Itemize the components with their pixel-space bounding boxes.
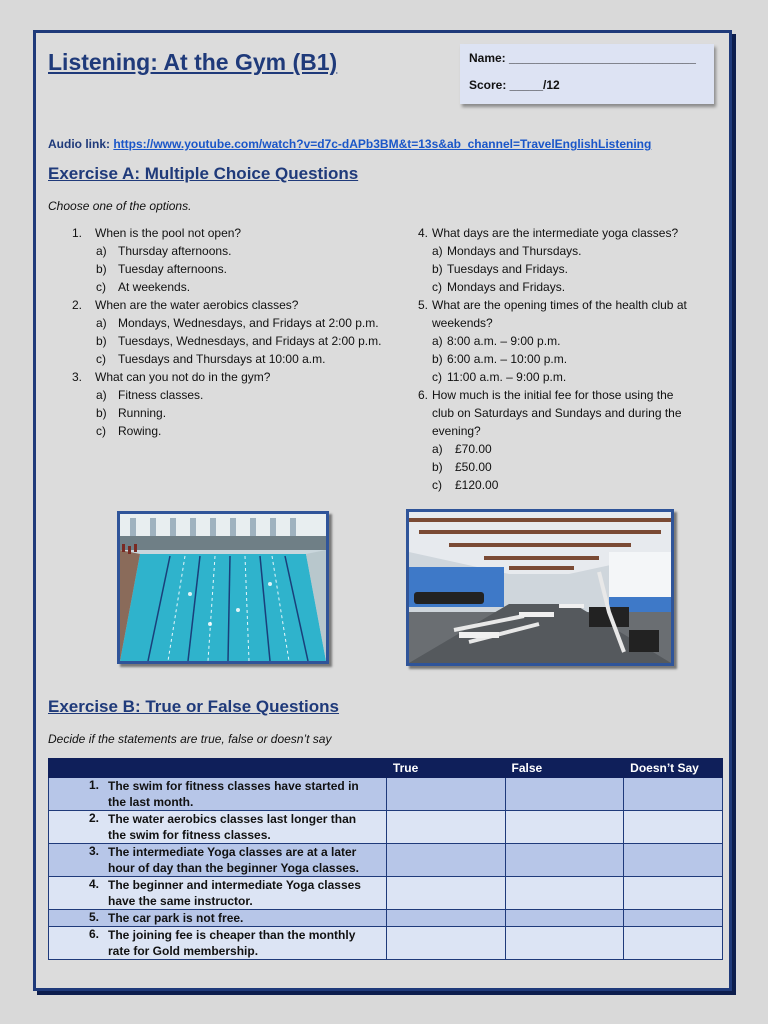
question-4-option-c[interactable]: c) Mondays and Fridays. — [432, 280, 566, 294]
answer-cell-doesnt-say[interactable] — [624, 877, 723, 910]
table-row: 6. The joining fee is cheaper than the monthly rate for Gold membership. — [49, 927, 723, 960]
name-field[interactable]: Name: ____________________________ — [469, 51, 696, 65]
question-3-option-a[interactable]: a) Fitness classes. — [96, 388, 204, 402]
exercise-a-heading: Exercise A: Multiple Choice Questions — [48, 164, 359, 183]
question-3-option-b[interactable]: b) Running. — [96, 406, 167, 420]
question-5-option-a[interactable]: a) 8:00 a.m. – 9:00 p.m. — [432, 334, 561, 348]
answer-cell-true[interactable] — [386, 778, 505, 811]
exercise-b-heading: Exercise B: True or False Questions — [48, 697, 340, 716]
true-false-table — [48, 758, 723, 960]
exercise-a-instruction: Choose one of the options. — [48, 199, 192, 213]
question-6-option-a[interactable]: a) £70.00 — [432, 442, 492, 456]
table-row: 3. The intermediate Yoga classes are at a later hour of day than the beginner Yoga classes. — [49, 844, 723, 877]
table-row: 4. The beginner and intermediate Yoga classes have the same instructor. — [49, 877, 723, 910]
worksheet-title: Listening: At the Gym (B1) — [48, 49, 338, 75]
question-1: 1. When is the pool not open? — [72, 226, 242, 240]
statement-text: The joining fee is cheaper than the monthly rate for Gold membership. — [108, 928, 356, 958]
question-5-line-2: weekends? — [432, 316, 493, 330]
question-6-line-2: club on Saturdays and Sundays and during the — [432, 406, 682, 420]
statement-text: The swim for fitness classes have started in the last month. — [108, 779, 359, 809]
exercise-b-instruction: Decide if the statements are true, false or doesn’t say — [48, 732, 332, 746]
statement-text: The car park is not free. — [108, 911, 244, 925]
worksheet-page — [33, 30, 732, 991]
column-header-false: False — [505, 759, 624, 778]
answer-cell-true[interactable] — [386, 877, 505, 910]
table-header-row — [49, 759, 723, 778]
question-6: 6. How much is the initial fee for those using the — [418, 388, 674, 402]
swimming-pool-photo — [117, 511, 329, 664]
question-4: 4. What days are the intermediate yoga classes? — [418, 226, 679, 240]
name-score-box — [460, 44, 714, 104]
question-2-option-a[interactable]: a) Mondays, Wednesdays, and Fridays at 2:00 p.m. — [96, 316, 379, 330]
answer-cell-doesnt-say[interactable] — [624, 927, 723, 960]
gym-photo — [406, 509, 674, 666]
answer-cell-false[interactable] — [505, 910, 624, 927]
question-6-line-3: evening? — [432, 424, 481, 438]
question-3-option-c[interactable]: c) Rowing. — [96, 424, 162, 438]
question-1-option-b[interactable]: b) Tuesday afternoons. — [96, 262, 227, 276]
question-3: 3. What can you not do in the gym? — [72, 370, 271, 384]
question-2: 2. When are the water aerobics classes? — [72, 298, 299, 312]
answer-cell-true[interactable] — [386, 927, 505, 960]
question-4-option-b[interactable]: b) Tuesdays and Fridays. — [432, 262, 568, 276]
question-4-option-a[interactable]: a) Mondays and Thursdays. — [432, 244, 582, 258]
answer-cell-doesnt-say[interactable] — [624, 811, 723, 844]
question-2-option-c[interactable]: c) Tuesdays and Thursdays at 10:00 a.m. — [96, 352, 326, 366]
answer-cell-doesnt-say[interactable] — [624, 844, 723, 877]
table-row: 5. The car park is not free. — [49, 910, 723, 927]
audio-link-line — [48, 137, 651, 151]
questions-right-column — [36, 224, 726, 494]
table-row: 2. The water aerobics classes last longer than the swim for fitness classes. — [49, 811, 723, 844]
question-5: 5. What are the opening times of the health club at — [418, 298, 687, 312]
question-1-option-c[interactable]: c) At weekends. — [96, 280, 191, 294]
answer-cell-false[interactable] — [505, 877, 624, 910]
answer-cell-true[interactable] — [386, 910, 505, 927]
answer-cell-false[interactable] — [505, 844, 624, 877]
question-5-option-b[interactable]: b) 6:00 a.m. – 10:00 p.m. — [432, 352, 568, 366]
answer-cell-false[interactable] — [505, 811, 624, 844]
column-header-true: True — [386, 759, 505, 778]
score-field[interactable]: Score: _____/12 — [469, 78, 560, 92]
answer-cell-true[interactable] — [386, 844, 505, 877]
answer-cell-doesnt-say[interactable] — [624, 910, 723, 927]
column-header-doesnt-say: Doesn’t Say — [624, 759, 723, 778]
answer-cell-false[interactable] — [505, 927, 624, 960]
statement-text: The intermediate Yoga classes are at a later hour of day than the beginner Yoga classes. — [108, 845, 359, 875]
table-row: 1. The swim for fitness classes have started in the last month. — [49, 778, 723, 811]
question-2-option-b[interactable]: b) Tuesdays, Wednesdays, and Fridays at 2:00 p.m. — [96, 334, 382, 348]
answer-cell-doesnt-say[interactable] — [624, 778, 723, 811]
question-5-option-c[interactable]: c) 11:00 a.m. – 9:00 p.m. — [432, 370, 567, 384]
audio-link[interactable]: https://www.youtube.com/watch?v=d7c-dAPb3BM&t=13s&ab_channel=TravelEnglishListening — [113, 137, 652, 151]
audio-label: Audio link: — [48, 137, 110, 151]
column-header-statement — [49, 759, 387, 778]
answer-cell-true[interactable] — [386, 811, 505, 844]
statement-text: The beginner and intermediate Yoga classes have the same instructor. — [108, 878, 361, 908]
statement-text: The water aerobics classes last longer than the swim for fitness classes. — [108, 812, 357, 842]
question-6-option-b[interactable]: b) £50.00 — [432, 460, 492, 474]
answer-cell-false[interactable] — [505, 778, 624, 811]
question-6-option-c[interactable]: c) £120.00 — [432, 478, 499, 492]
question-1-option-a[interactable]: a) Thursday afternoons. — [96, 244, 232, 258]
